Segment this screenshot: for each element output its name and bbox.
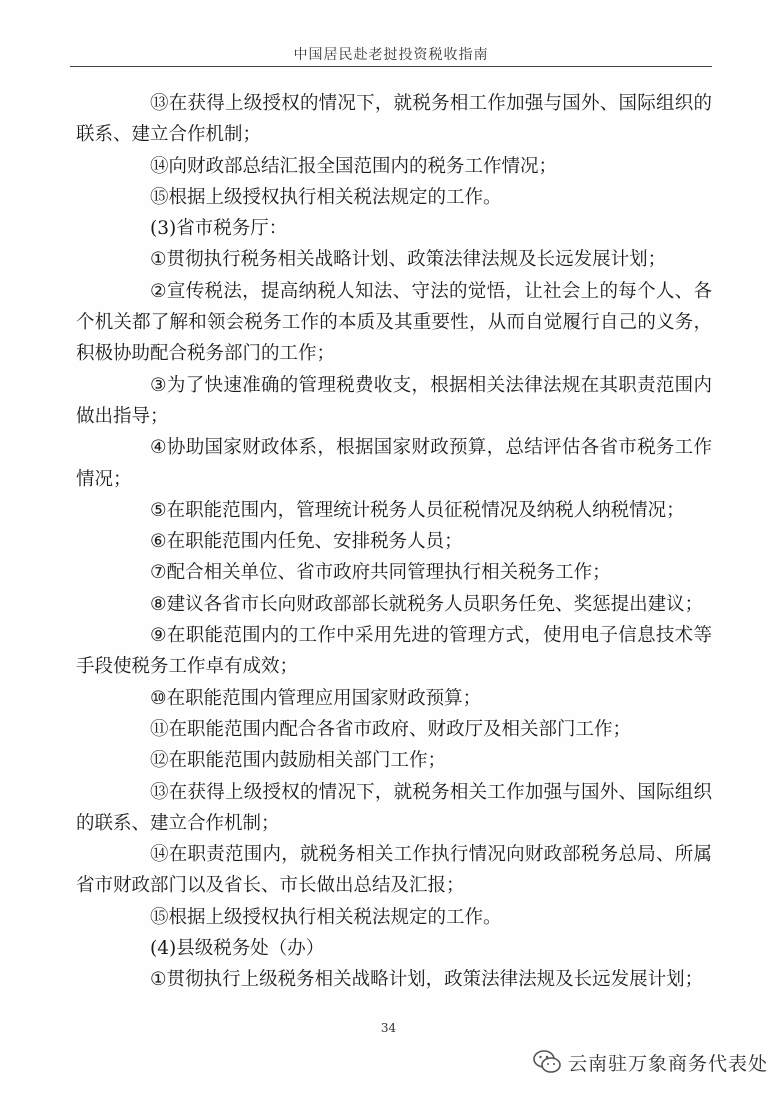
list-marker: ①: [150, 249, 167, 271]
list-marker: ⑦: [150, 562, 167, 584]
paragraph: [76, 683, 712, 714]
paragraph-text: 配合相关单位、省市政府共同管理执行相关税务工作；: [166, 562, 611, 584]
paragraph-text: 建议各省市长向财政部部长就税务人员职务任免、奖惩提出建议；: [166, 593, 704, 615]
paragraph-text: 县级税务处（办）: [176, 938, 325, 960]
page-number: 34: [380, 1021, 397, 1035]
list-marker: (4): [150, 938, 177, 960]
paragraph: [76, 182, 712, 213]
paragraph-text: 贯彻执行税务相关战略计划、政策法律法规及长远发展计划；: [166, 249, 667, 271]
paragraph: [76, 839, 712, 902]
list-marker: ⑩: [150, 687, 167, 709]
paragraph: [76, 526, 712, 557]
paragraph: [76, 745, 712, 776]
paragraph-text: 省市税务厅：: [176, 218, 288, 240]
list-marker: ⑭: [150, 155, 169, 177]
paragraph: [76, 964, 712, 995]
list-marker: ④: [150, 437, 167, 459]
list-marker: ⑨: [150, 625, 167, 647]
paragraph: [76, 620, 712, 683]
list-marker: ⑬: [150, 781, 169, 803]
paragraph-text: 向财政部总结汇报全国范围内的税务工作情况；: [168, 155, 558, 177]
paragraph: [76, 777, 712, 840]
paragraph-text: 在职能范围内的工作中采用先进的管理方式，使用电子信息技术等手段使税务工作卓有成效；: [76, 625, 712, 678]
paragraph-text: 在获得上级授权的情况下，就税务相关工作加强与国外、国际组织的联系、建立合作机制；: [76, 781, 712, 834]
paragraph-text: 在获得上级授权的情况下，就税务相工作加强与国外、国际组织的联系、建立合作机制；: [76, 93, 712, 146]
list-marker: ⑮: [150, 186, 169, 208]
list-marker: ⑧: [150, 593, 167, 615]
watermark-text: 云南驻万象商务代表处: [568, 1052, 769, 1075]
paragraph: [76, 213, 712, 244]
list-marker: ⑭: [150, 844, 169, 866]
list-marker: (3): [150, 218, 177, 240]
paragraph: [76, 495, 712, 526]
running-header: 中国居民赴老挝投资税收指南: [293, 47, 489, 63]
list-marker: ⑪: [150, 718, 169, 740]
paragraph-text: 协助国家财政体系，根据国家财政预算，总结评估各省市税务工作情况；: [76, 437, 712, 490]
paragraph: [76, 902, 712, 933]
paragraph-text: 根据上级授权执行相关税法规定的工作。: [168, 906, 502, 928]
body-text: [76, 88, 712, 996]
paragraph-text: 在职能范围内管理应用国家财政预算；: [166, 687, 482, 709]
list-marker: ⑤: [150, 499, 167, 521]
list-marker: ③: [150, 374, 167, 396]
watermark: [532, 1047, 768, 1077]
paragraph-text: 在职能范围内，管理统计税务人员征税情况及纳税人纳税情况；: [166, 499, 685, 521]
paragraph-text: 为了快速准确的管理税费收支，根据相关法律法规在其职责范围内做出指导；: [76, 374, 712, 427]
paragraph-text: 在职能范围内配合各省市政府、财政厅及相关部门工作；: [168, 718, 632, 740]
list-marker: ⑥: [150, 531, 167, 553]
list-marker: ②: [150, 280, 167, 302]
header-rule: [70, 66, 712, 67]
list-marker: ⑮: [150, 906, 169, 928]
paragraph: [76, 589, 712, 620]
paragraph-text: 在职能范围内任免、安排税务人员；: [166, 531, 463, 553]
paragraph: [76, 244, 712, 275]
paragraph: [76, 370, 712, 433]
list-marker: ①: [150, 969, 167, 991]
paragraph-text: 宣传税法，提高纳税人知法、守法的觉悟，让社会上的每个人、各个机关都了解和领会税务工作的本质及其重要性，从而自觉履行自己的义务，积极协助配合税务部门的工作；: [76, 280, 712, 365]
paragraph-text: 在职能范围内鼓励相关部门工作；: [168, 750, 447, 772]
paragraph-text: 在职责范围内，就税务相关工作执行情况向财政部税务总局、所属省市财政部门以及省长、市长做出总结及汇报；: [76, 844, 712, 897]
paragraph: [76, 432, 712, 495]
list-marker: ⑫: [150, 750, 169, 772]
paragraph: [76, 276, 712, 370]
paragraph-text: 根据上级授权执行相关税法规定的工作。: [168, 186, 502, 208]
paragraph: [76, 151, 712, 182]
paragraph: [76, 557, 712, 588]
paragraph-text: 贯彻执行上级税务相关战略计划，政策法律法规及长远发展计划；: [166, 969, 704, 991]
paragraph: [76, 714, 712, 745]
paragraph: [76, 933, 712, 964]
list-marker: ⑬: [150, 93, 169, 114]
paragraph: [76, 88, 712, 151]
wechat-icon: [532, 1049, 562, 1075]
